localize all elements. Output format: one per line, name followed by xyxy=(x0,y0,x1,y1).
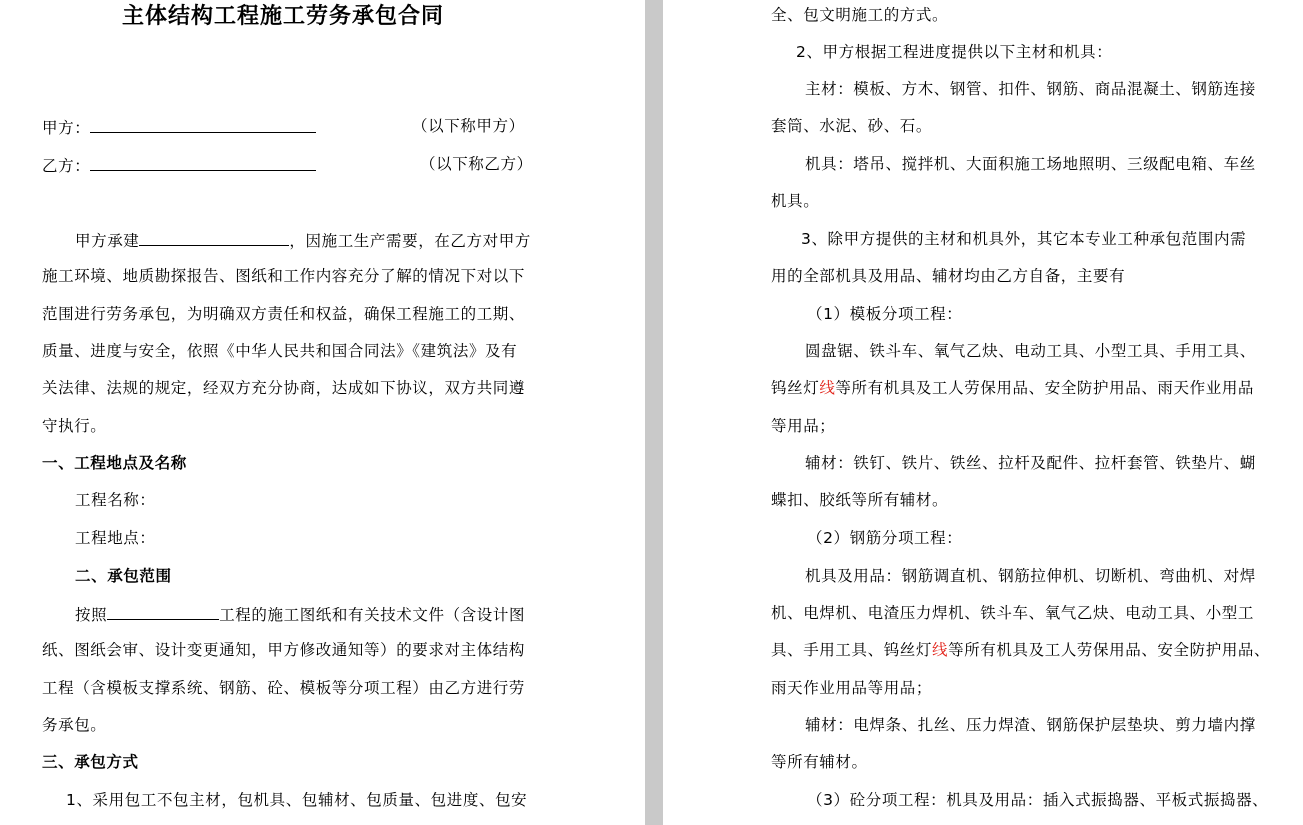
page-gutter xyxy=(645,0,663,825)
lamp-text: 钨丝灯 xyxy=(771,379,820,397)
right-page xyxy=(663,0,1303,825)
preamble-line-3: 范围进行劳务承包，为明确双方责任和权益，确保工程施工的工期、 xyxy=(42,305,526,323)
right-line-7: 3、除甲方提供的主材和机具外，其它本专业工种承包范围内需 xyxy=(801,230,1247,248)
right-line-13: 辅材：铁钉、铁片、铁丝、拉杆及配件、拉杆套管、铁垫片、蝴 xyxy=(805,454,1256,472)
right-line-3: 主材：模板、方木、钢管、扣件、钢筋、商品混凝土、钢筋连接 xyxy=(805,80,1256,98)
right-line-18 xyxy=(771,640,1270,660)
scope-line-1 xyxy=(75,603,525,625)
preamble-line-4: 质量、进度与安全，依照《中华人民共和国合同法》《建筑法》及有 xyxy=(42,342,518,360)
section-2-heading: 二、承包范围 xyxy=(75,567,172,585)
right-line-12: 等用品； xyxy=(771,417,836,435)
preamble-text: ，因施工生产需要，在乙方对甲方 xyxy=(289,232,531,250)
right-line-16: 机具及用品：钢筋调直机、钢筋拉伸机、切断机、弯曲机、对焊 xyxy=(805,567,1256,585)
party-a-blank[interactable] xyxy=(90,116,316,133)
right-line-19: 雨天作业用品等用品； xyxy=(771,679,933,697)
preamble-line-2: 施工环境、地质勘探报告、图纸和工作内容充分了解的情况下对以下 xyxy=(42,267,526,285)
section-1-heading: 一、工程地点及名称 xyxy=(42,454,187,472)
mode-1-line: 1、采用包工不包主材，包机具、包辅材、包质量、包进度、包安 xyxy=(66,791,528,809)
scope-line-3: 工程（含模板支撑系统、钢筋、砼、模板等分项工程）由乙方进行劳 xyxy=(42,679,526,697)
party-b-blank[interactable] xyxy=(90,154,316,171)
red-highlight-text: 线 xyxy=(819,379,836,397)
line-text: 等所有机具及工人劳保用品、安全防护用品、 xyxy=(948,641,1271,659)
project-name-label: 工程名称： xyxy=(75,491,156,509)
section-3-heading: 三、承包方式 xyxy=(42,753,139,771)
scope-text: 工程的施工图纸和有关技术文件（含设计图 xyxy=(219,606,526,624)
party-b-label: 乙方： xyxy=(42,157,91,175)
red-highlight-text: 线 xyxy=(932,641,949,659)
preamble-text: 甲方承建 xyxy=(75,232,140,250)
line-text: 等所有机具及工人劳保用品、安全防护用品、雨天作业用品 xyxy=(835,379,1255,397)
right-line-17: 机、电焊机、电渣压力焊机、铁斗车、氧气乙炔、电动工具、小型工 xyxy=(771,604,1255,622)
lamp-text: 具、手用工具、钨丝灯 xyxy=(771,641,933,659)
right-line-8: 用的全部机具及用品、辅材均由乙方自备，主要有 xyxy=(771,267,1126,285)
right-line-9: （1）模板分项工程： xyxy=(807,305,963,323)
preamble-line-1 xyxy=(75,229,531,251)
right-line-22: （3）砼分项工程：机具及用品：插入式振捣器、平板式振捣器、 xyxy=(807,791,1269,809)
preamble-line-6: 守执行。 xyxy=(42,417,107,435)
right-line-20: 辅材：电焊条、扎丝、压力焊渣、钢筋保护层垫块、剪力墙内撑 xyxy=(805,716,1256,734)
right-line-1: 全、包文明施工的方式。 xyxy=(771,6,949,24)
right-line-15: （2）钢筋分项工程： xyxy=(807,529,963,547)
scope-project-blank[interactable] xyxy=(107,603,219,620)
project-site-label: 工程地点： xyxy=(75,529,156,547)
right-line-4: 套筒、水泥、砂、石。 xyxy=(771,117,933,135)
party-a-label: 甲方： xyxy=(42,119,91,137)
party-b-note: （以下称乙方） xyxy=(420,155,533,173)
right-line-14: 蝶扣、胶纸等所有辅材。 xyxy=(771,491,949,509)
party-a-line xyxy=(42,116,316,138)
right-line-6: 机具。 xyxy=(771,192,820,210)
project-blank[interactable] xyxy=(139,229,289,246)
scope-line-2: 纸、图纸会审、设计变更通知，甲方修改通知等）的要求对主体结构 xyxy=(42,641,526,659)
scope-line-4: 务承包。 xyxy=(42,716,107,734)
party-b-line xyxy=(42,154,316,176)
right-line-2: 2、甲方根据工程进度提供以下主材和机具： xyxy=(796,43,1113,61)
preamble-line-5: 关法律、法规的规定，经双方充分协商，达成如下协议，双方共同遵 xyxy=(42,379,526,397)
right-line-5: 机具：塔吊、搅拌机、大面积施工场地照明、三级配电箱、车丝 xyxy=(805,155,1256,173)
party-a-note: （以下称甲方） xyxy=(412,117,525,135)
right-line-10: 圆盘锯、铁斗车、氧气乙炔、电动工具、小型工具、手用工具、 xyxy=(805,342,1256,360)
right-line-11 xyxy=(771,378,1254,398)
scope-text: 按照 xyxy=(75,606,108,624)
document-title: 主体结构工程施工劳务承包合同 xyxy=(122,3,445,29)
left-page xyxy=(0,0,645,825)
right-line-21: 等所有辅材。 xyxy=(771,753,868,771)
